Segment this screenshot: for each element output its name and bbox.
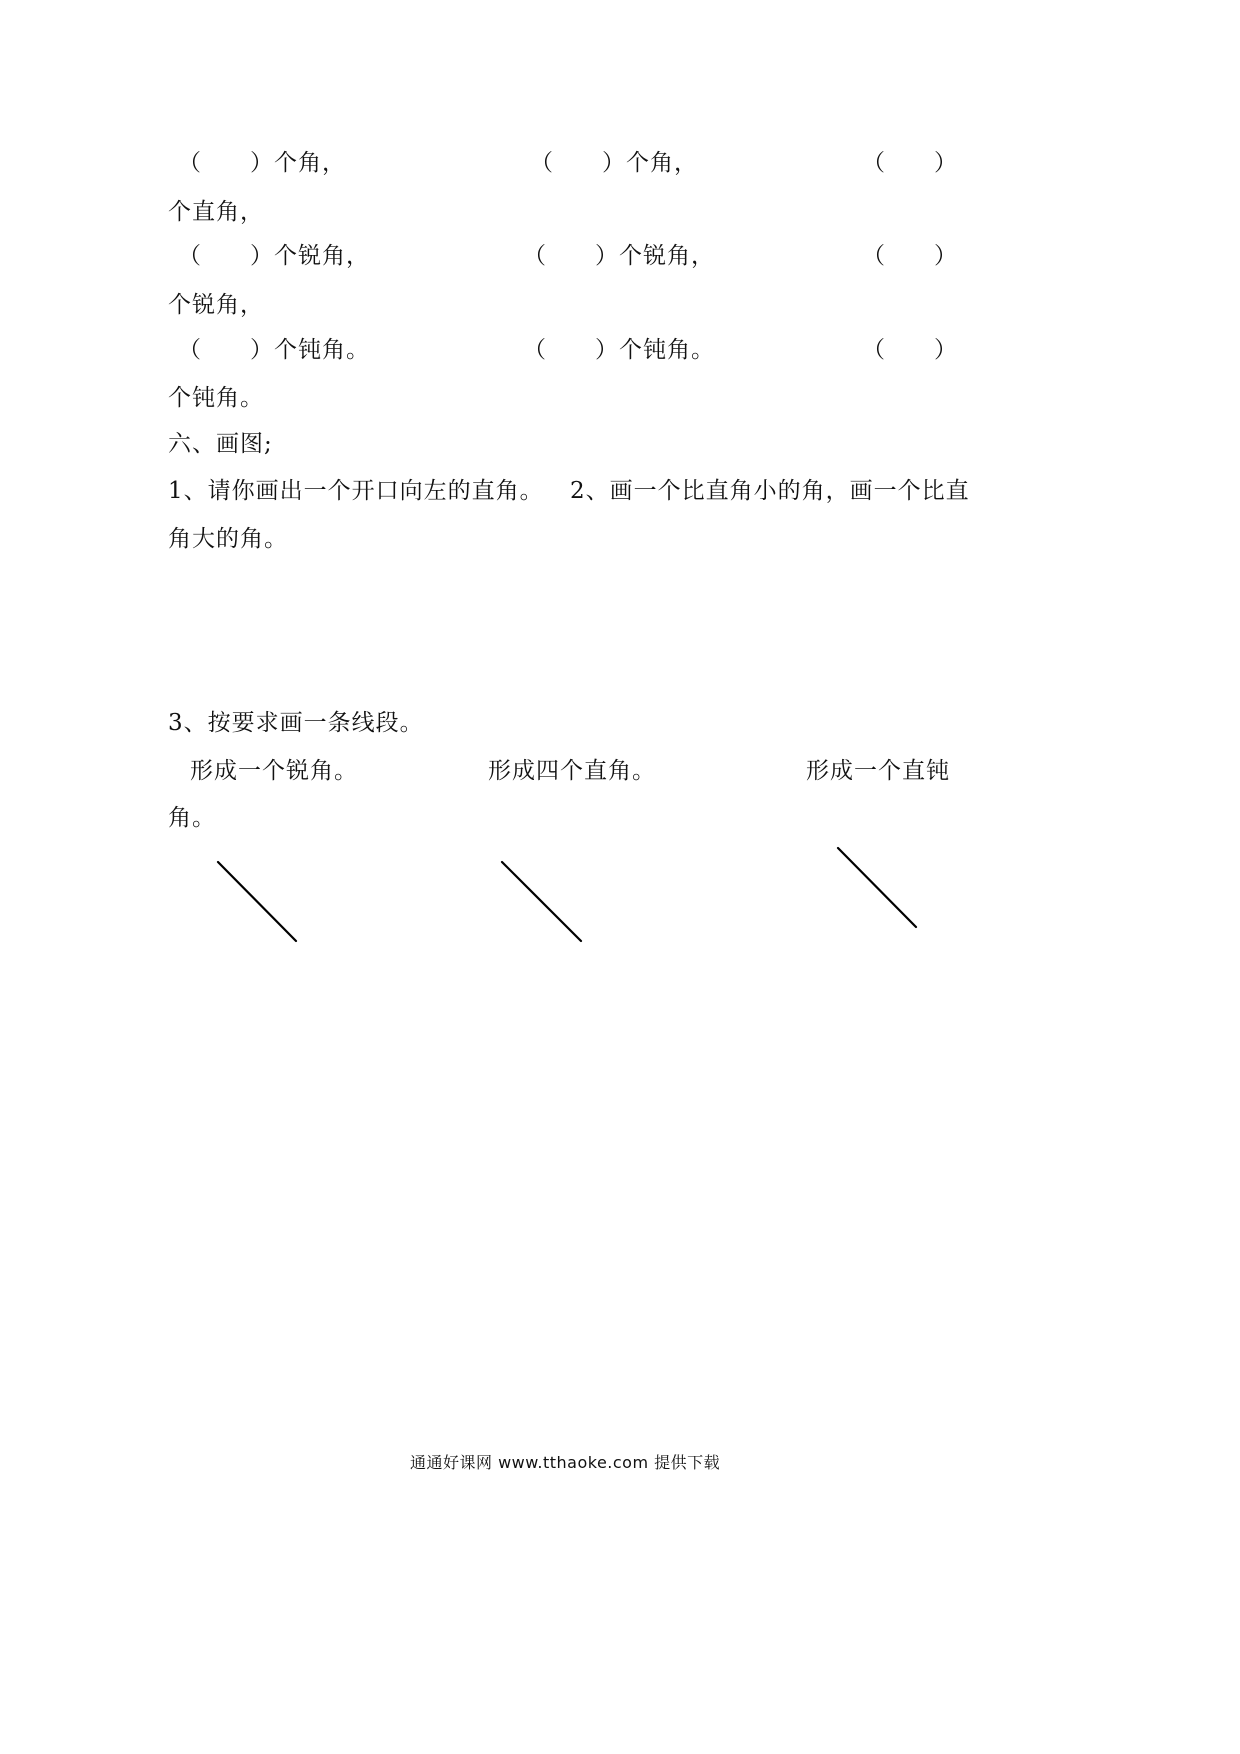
answer-row-2-col-1: （ ）个锐角， — [178, 243, 370, 269]
answer-row-3-wrap: 个钝角。 — [168, 385, 264, 411]
question-2-line-1: 2、画一个比直角小的角，画一个比直 — [570, 478, 970, 504]
answer-row-2-col-3: （ ） — [862, 243, 958, 269]
given-segment-1 — [218, 862, 296, 941]
answer-row-1-col-2: （ ）个角， — [530, 150, 698, 176]
answer-row-1-col-1: （ ）个角， — [178, 150, 346, 176]
given-segment-3 — [838, 848, 916, 927]
answer-row-3-col-3: （ ） — [862, 337, 958, 363]
answer-row-1-col-3: （ ） — [862, 150, 958, 176]
question-1: 1、请你画出一个开口向左的直角。 — [168, 478, 544, 504]
question-2-line-2: 角大的角。 — [168, 526, 288, 552]
answer-row-1-wrap: 个直角， — [168, 199, 264, 225]
footer-credit: 通通好课网 www.tthaoke.com 提供下载 — [410, 1453, 721, 1472]
answer-row-3-col-1: （ ）个钝角。 — [178, 337, 370, 363]
answer-row-2-col-2: （ ）个锐角， — [523, 243, 715, 269]
section-6-heading: 六、画图; — [168, 431, 273, 457]
task-four-right-angles: 形成四个直角。 — [488, 758, 656, 784]
answer-row-3-col-2: （ ）个钝角。 — [523, 337, 715, 363]
answer-row-2-wrap: 个锐角， — [168, 292, 264, 318]
question-3: 3、按要求画一条线段。 — [168, 710, 424, 736]
task-acute-angle: 形成一个锐角。 — [190, 758, 358, 784]
task-obtuse-angle-line-1: 形成一个直钝 — [806, 758, 950, 784]
task-obtuse-angle-line-2: 角。 — [168, 805, 216, 831]
given-segment-2 — [502, 862, 581, 941]
